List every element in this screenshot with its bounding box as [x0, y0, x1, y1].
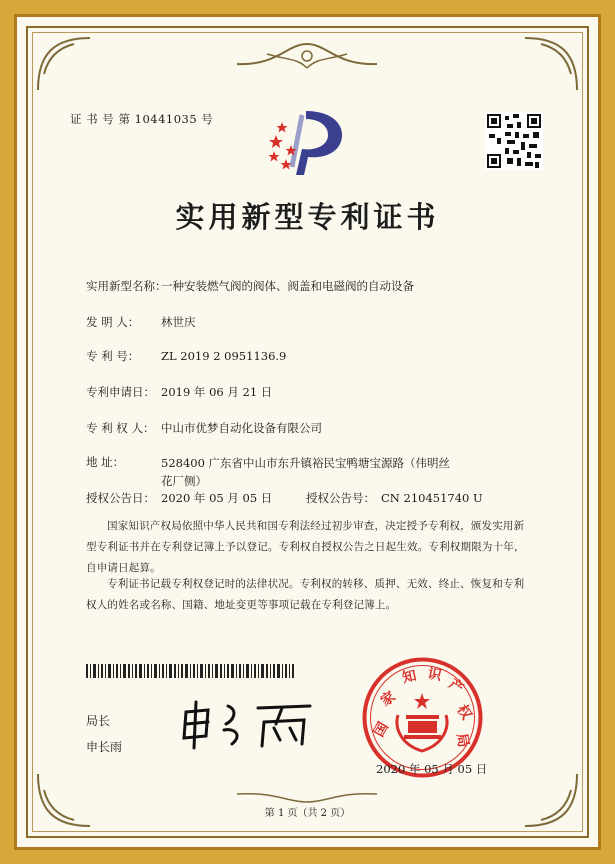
director-title: 局长	[86, 714, 111, 728]
field-label: 授权公告日：	[86, 491, 155, 505]
svg-text:局: 局	[453, 732, 472, 749]
field-value: CN 210451740 U	[381, 491, 483, 505]
signature-icon	[178, 698, 318, 750]
corner-ornament-icon	[34, 770, 94, 830]
svg-text:产: 产	[445, 676, 467, 698]
statement-paragraph: 专利证书记载专利权登记时的法律状况。专利权的转移、质押、无效、终止、恢复和专利权人的姓名或名称、国籍、地址变更等事项记载在专利登记簿上。	[86, 578, 525, 611]
field-value: 一种安装燃气阀的阀体、阀盖和电磁阀的自动设备	[161, 279, 414, 293]
corner-ornament-icon	[521, 770, 581, 830]
field-inventor	[86, 314, 196, 330]
director-name: 申长雨	[86, 740, 123, 754]
field-label: 专 利 号：	[86, 349, 140, 363]
field-grant-pub-no	[306, 490, 483, 506]
top-ornament-icon	[217, 40, 397, 72]
field-grant-date	[86, 490, 272, 506]
corner-ornament-icon	[521, 34, 581, 94]
svg-text:权: 权	[453, 702, 475, 723]
field-value: 林世庆	[161, 315, 196, 329]
field-label: 实用新型名称：	[86, 279, 167, 293]
svg-text:国: 国	[370, 719, 392, 740]
certificate-title: 实用新型专利证书	[175, 200, 440, 234]
field-patent-number	[86, 348, 286, 364]
svg-text:知: 知	[400, 667, 418, 687]
corner-ornament-icon	[34, 34, 94, 94]
page-footer: 第 1 页（共 2 页）	[264, 808, 351, 819]
field-value: 2019 年 06 月 21 日	[161, 385, 273, 399]
cnipa-logo-icon	[262, 105, 352, 177]
field-value: ZL 2019 2 0951136.9	[161, 349, 287, 363]
field-filing-date	[86, 384, 272, 400]
field-value: 2020 年 05 月 05 日	[161, 491, 273, 505]
certificate-number: 证 书 号 第 10441035 号	[70, 112, 214, 126]
field-label: 地 址：	[86, 455, 125, 469]
field-label: 发 明 人：	[86, 315, 140, 329]
barcode-icon	[86, 664, 294, 678]
seal-date: 2020 年 05 月 05 日	[376, 762, 488, 776]
svg-text:家: 家	[378, 688, 399, 710]
field-value: 中山市优梦自动化设备有限公司	[161, 421, 322, 435]
svg-text:识: 识	[426, 665, 444, 685]
field-value: 528400 广东省中山市东升镇裕民宝鸭塘宝源路（伟明丝花厂侧）	[161, 456, 451, 488]
qr-code-icon	[485, 112, 543, 170]
statement-paragraph: 国家知识产权局依照中华人民共和国专利法经过初步审查，决定授予专利权，颁发实用新型专利证书并在专利登记簿上予以登记。专利权自授权公告之日起生效。专利权期限为十年，自申请日起算。	[86, 520, 525, 574]
field-utility-model-name	[86, 278, 414, 294]
field-label: 专 利 权 人：	[86, 421, 155, 435]
field-address	[86, 454, 461, 490]
field-label: 专利申请日：	[86, 385, 155, 399]
field-patentee	[86, 420, 322, 436]
field-label: 授权公告号：	[306, 491, 375, 505]
